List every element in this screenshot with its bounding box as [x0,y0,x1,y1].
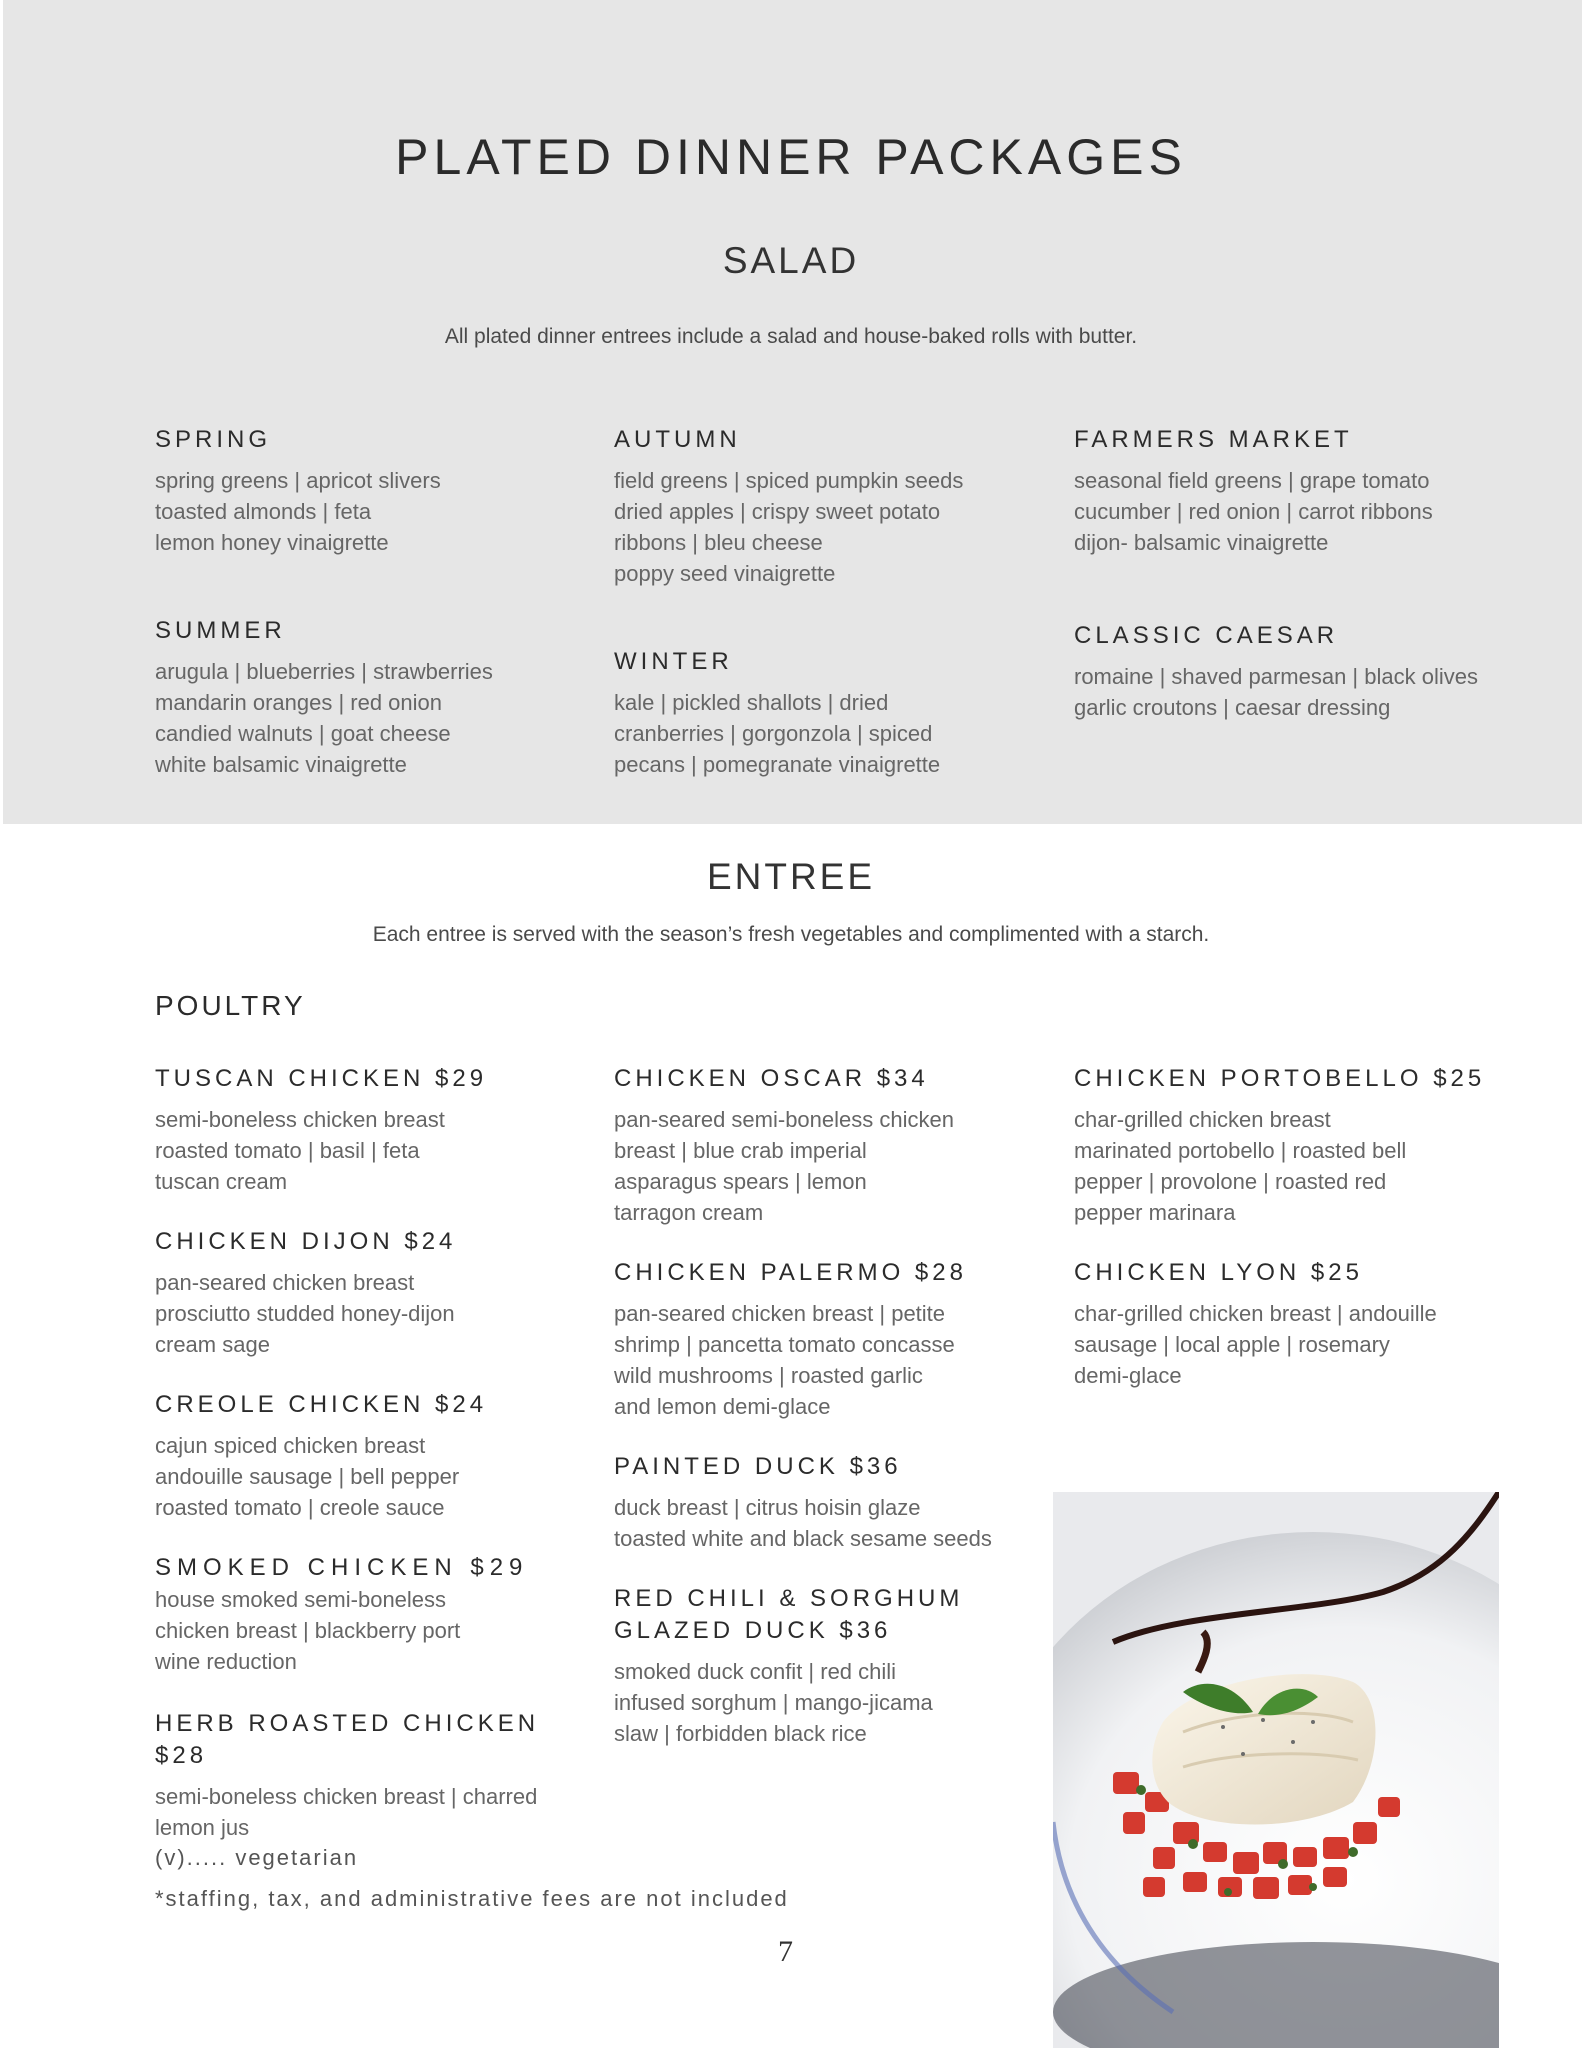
item-line: dried apples | crispy sweet potato [614,499,941,524]
item-line: kale | pickled shallots | dried [614,690,889,715]
item-line: seasonal field greens | grape tomato [1074,468,1430,493]
item-line: house smoked semi-boneless [155,1587,447,1612]
item-line: roasted tomato | basil | feta [155,1138,420,1163]
salad-intro: All plated dinner entrees include a salad and house-baked rolls with butter. [444,325,1138,348]
salad-item-summer [155,615,575,780]
entree-item-painted-duck [614,1451,1034,1554]
item-line: poppy seed vinaigrette [614,561,836,586]
entree-item-chicken-palermo [614,1257,1034,1422]
vegetarian-note: (v)..... vegetarian [155,1845,359,1870]
item-line: and lemon demi-glace [614,1394,831,1419]
item-name: CHICKEN PORTOBELLO $25 [1074,1065,1486,1092]
item-line: garlic croutons | caesar dressing [1074,695,1391,720]
item-line: lemon jus [155,1815,250,1840]
item-line: pan-seared semi-boneless chicken [614,1107,954,1132]
item-line: roasted tomato | creole sauce [155,1495,445,1520]
item-name: SPRING [155,426,272,453]
item-line: candied walnuts | goat cheese [155,721,451,746]
item-line: shrimp | pancetta tomato concasse [614,1332,955,1357]
item-line: cajun spiced chicken breast [155,1433,426,1458]
entree-item-herb-roasted-chicken [155,1708,575,1843]
item-name: CLASSIC CAESAR [1074,622,1339,649]
food-photo [1053,1492,1499,2048]
item-name: HERB ROASTED CHICKEN $28 [155,1710,540,1769]
entree-item-chicken-portobello [1074,1063,1494,1228]
item-line: demi-glace [1074,1363,1182,1388]
item-line: infused sorghum | mango-jicama [614,1690,933,1715]
item-line: pecans | pomegranate vinaigrette [614,752,941,777]
item-line: toasted white and black sesame seeds [614,1526,992,1551]
entree-item-chicken-lyon [1074,1257,1494,1391]
item-name-line: RED CHILI & SORGHUM [614,1585,964,1612]
item-line: cranberries | gorgonzola | spiced [614,721,933,746]
item-line: pepper marinara [1074,1200,1236,1225]
item-line: pepper | provolone | roasted red [1074,1169,1387,1194]
item-name: PAINTED DUCK $36 [614,1453,902,1480]
salad-item-classic-caesar [1074,620,1494,723]
item-line: asparagus spears | lemon [614,1169,867,1194]
item-line: spring greens | apricot slivers [155,468,441,493]
item-line: chicken breast | blackberry port [155,1618,461,1643]
item-name: WINTER [614,648,733,675]
item-line: arugula | blueberries | strawberries [155,659,493,684]
item-name: CREOLE CHICKEN $24 [155,1391,488,1418]
item-line: lemon honey vinaigrette [155,530,389,555]
item-line: pan-seared chicken breast | petite [614,1301,946,1326]
item-line: mandarin oranges | red onion [155,690,443,715]
item-name-line: GLAZED DUCK $36 [614,1617,892,1644]
item-name: FARMERS MARKET [1074,426,1353,453]
item-name: SUMMER [155,617,286,644]
salad-item-spring [155,424,575,558]
entree-item-chicken-dijon [155,1226,575,1360]
item-line: tarragon cream [614,1200,764,1225]
item-line: cucumber | red onion | carrot ribbons [1074,499,1433,524]
item-line: wild mushrooms | roasted garlic [614,1363,923,1388]
entree-item-red-chili-sorghum-duck [614,1583,1034,1749]
entree-item-smoked-chicken [155,1552,575,1677]
item-name: CHICKEN DIJON $24 [155,1228,457,1255]
item-line: marinated portobello | roasted bell [1074,1138,1407,1163]
entree-item-creole-chicken [155,1389,575,1523]
item-line: char-grilled chicken breast [1074,1107,1331,1132]
item-line: ribbons | bleu cheese [614,530,823,555]
item-line: breast | blue crab imperial [614,1138,867,1163]
item-name: TUSCAN CHICKEN $29 [155,1065,488,1092]
item-name: CHICKEN PALERMO $28 [614,1259,967,1286]
item-name: AUTUMN [614,426,741,453]
item-name: SMOKED CHICKEN $29 [155,1554,529,1581]
page-number: 7 [778,1935,793,1968]
page-title: PLATED DINNER PACKAGES [395,129,1187,185]
item-line: tuscan cream [155,1169,288,1194]
item-line: smoked duck confit | red chili [614,1659,897,1684]
item-line: cream sage [155,1332,270,1357]
item-line: dijon- balsamic vinaigrette [1074,530,1329,555]
item-name: CHICKEN OSCAR $34 [614,1065,929,1092]
salad-item-autumn [614,424,1034,589]
salad-heading: SALAD [722,240,860,281]
item-line: char-grilled chicken breast | andouille [1074,1301,1437,1326]
item-line: prosciutto studded honey-dijon [155,1301,455,1326]
item-line: semi-boneless chicken breast | charred [155,1784,538,1809]
item-line: pan-seared chicken breast [155,1270,415,1295]
item-line: sausage | local apple | rosemary [1074,1332,1390,1357]
item-name: CHICKEN LYON $25 [1074,1259,1363,1286]
salad-item-farmers-market [1074,424,1494,558]
item-line: semi-boneless chicken breast [155,1107,445,1132]
item-line: wine reduction [155,1649,297,1674]
item-line: toasted almonds | feta [155,499,372,524]
item-line: white balsamic vinaigrette [155,752,407,777]
salad-item-winter [614,646,1034,780]
item-line: slaw | forbidden black rice [614,1721,867,1746]
item-line: andouille sausage | bell pepper [155,1464,460,1489]
entree-item-tuscan-chicken [155,1063,575,1197]
poultry-category: POULTRY [155,990,306,1021]
item-line: romaine | shaved parmesan | black olives [1074,664,1478,689]
item-line: duck breast | citrus hoisin glaze [614,1495,921,1520]
entree-item-chicken-oscar [614,1063,1034,1228]
fees-note: *staffing, tax, and administrative fees are not included [155,1886,789,1911]
entree-heading: ENTREE [706,856,876,897]
item-line: field greens | spiced pumpkin seeds [614,468,964,493]
entree-intro: Each entree is served with the season’s fresh vegetables and complimented with a starch. [372,923,1210,946]
